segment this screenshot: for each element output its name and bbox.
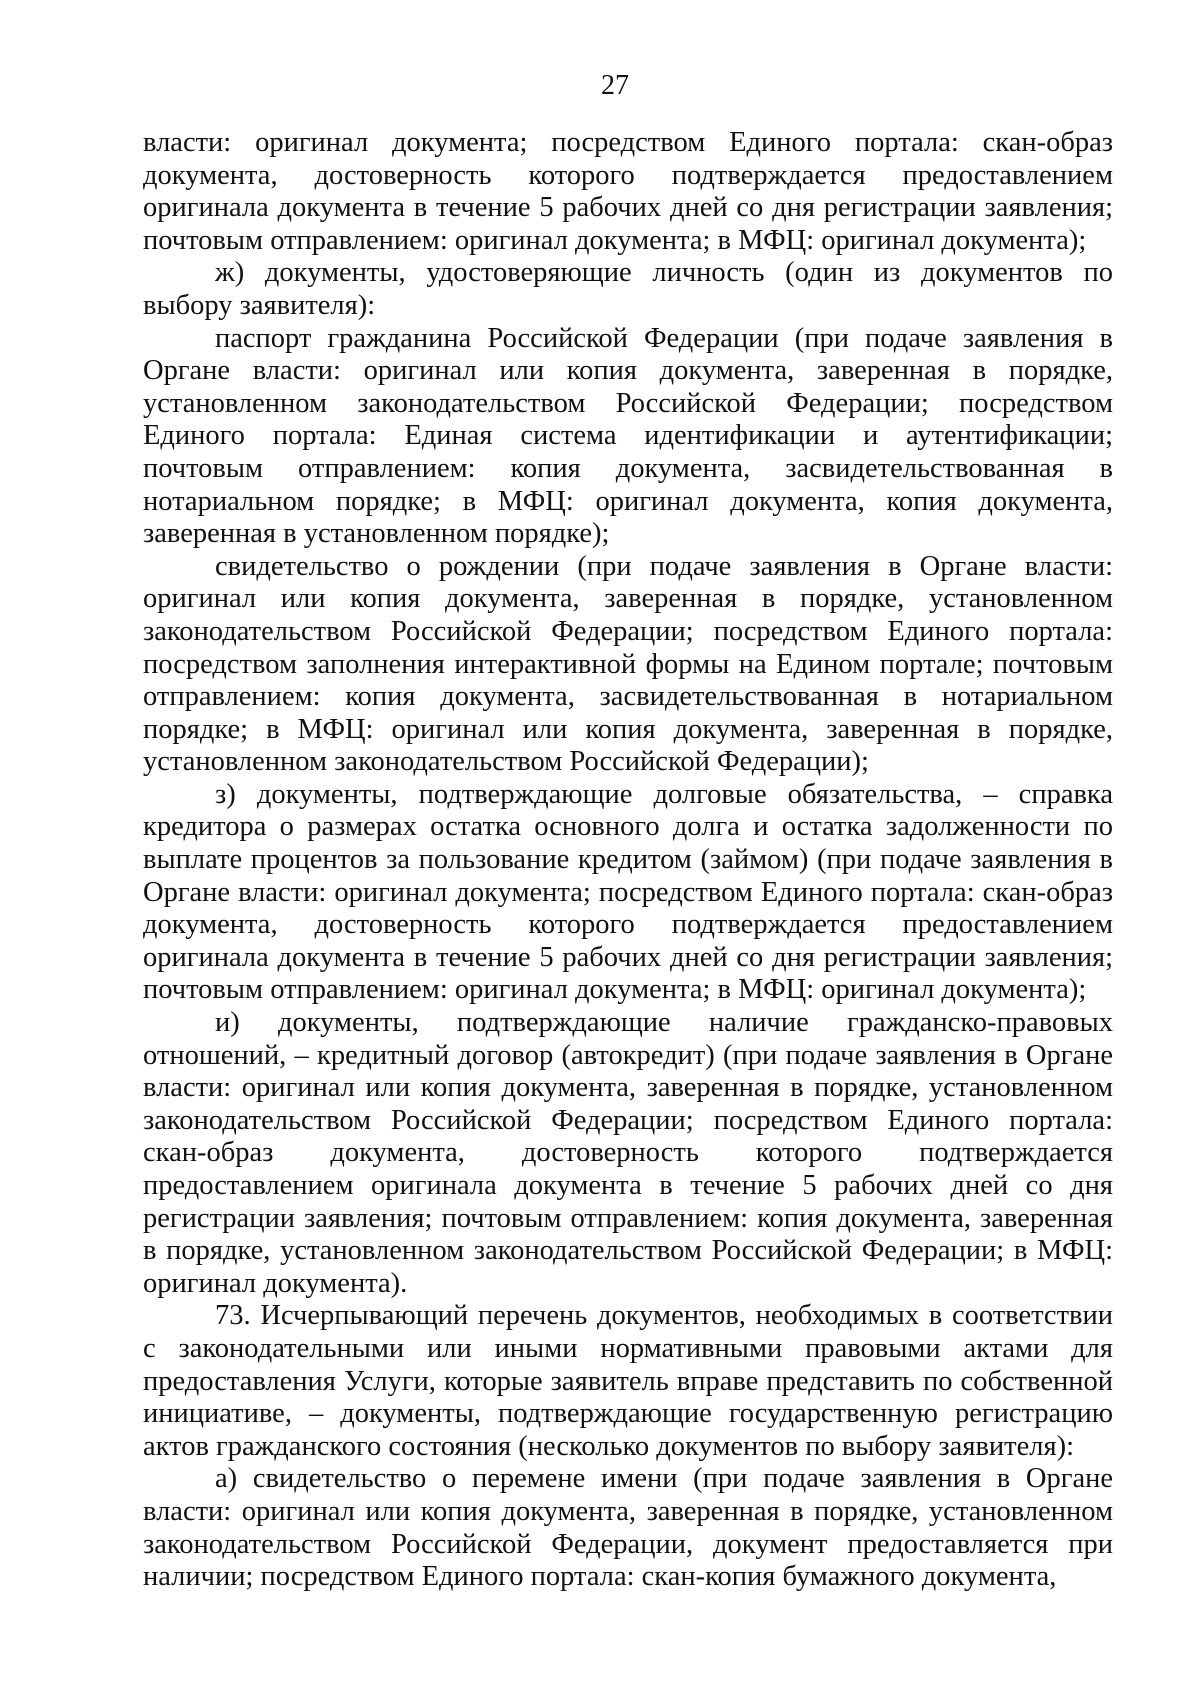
paragraph-item-i: и) документы, подтверждающие наличие гражданско-правовых отношений, – кредитный договор (автокредит) (при подаче заявления в Органе власти: оригинал или копия документа, заверенная в порядке, установленном законодательством Российской Федерации; посредством Единого портала: скан-образ документа, достоверность которого подтверждается предоставлением оригинала документа в течение 5 рабочих дней со дня регистрации заявления; почтовым отправлением: копия документа, заверенная в порядке, установленном законодательством Российской Федерации; в МФЦ: оригинал документа). (143, 1007, 1113, 1299)
paragraph-item-zh: ж) документы, удостоверяющие личность (один из документов по выбору заявителя): (143, 257, 1113, 321)
paragraph-item-a: а) свидетельство о перемене имени (при подаче заявления в Органе власти: оригинал или копия документа, заверенная в порядке, установленном законодательством Российской Федерации, документ предоставляется при наличии; посредством Единого портала: скан-копия бумажного документа, (143, 1463, 1113, 1593)
paragraph-section-73: 73. Исчерпывающий перечень документов, необходимых в соответствии с законодательными или иными нормативными правовыми актами для предоставления Услуги, которые заявитель вправе представить по собственной инициативе, – документы, подтверждающие государственную регистрацию актов гражданского состояния (несколько документов по выбору заявителя): (143, 1300, 1113, 1462)
document-body (143, 127, 1113, 1594)
paragraph-passport: паспорт гражданина Российской Федерации (при подаче заявления в Органе власти: оригинал или копия документа, заверенная в порядке, установленном законодательством Российской Федерации; посредством Единого портала: Единая система идентификации и аутентификации; почтовым отправлением: копия документа, засвидетельствованная в нотариальном порядке; в МФЦ: оригинал документа, копия документа, заверенная в установленном порядке); (143, 322, 1113, 550)
paragraph-continuation: власти: оригинал документа; посредством Единого портала: скан-образ документа, достоверность которого подтверждается предоставлением оригинала документа в течение 5 рабочих дней со дня регистрации заявления; почтовым отправлением: оригинал документа; в МФЦ: оригинал документа); (143, 127, 1113, 256)
paragraph-birth-certificate: свидетельство о рождении (при подаче заявления в Органе власти: оригинал или копия документа, заверенная в порядке, установленном законодательством Российской Федерации; посредством Единого портала: посредством заполнения интерактивной формы на Едином портале; почтовым отправлением: копия документа, засвидетельствованная в нотариальном порядке; в МФЦ: оригинал или копия документа, заверенная в порядке, установленном законодательством Российской Федерации); (143, 550, 1113, 778)
paragraph-item-z: з) документы, подтверждающие долговые обязательства, – справка кредитора о размерах остатка основного долга и остатка задолженности по выплате процентов за пользование кредитом (займом) (при подаче заявления в Органе власти: оригинал документа; посредством Единого портала: скан-образ документа, достоверность которого подтверждается предоставлением оригинала документа в течение 5 рабочих дней со дня регистрации заявления; почтовым отправлением: оригинал документа; в МФЦ: оригинал документа); (143, 778, 1113, 1006)
page-number: 27 (601, 70, 629, 101)
